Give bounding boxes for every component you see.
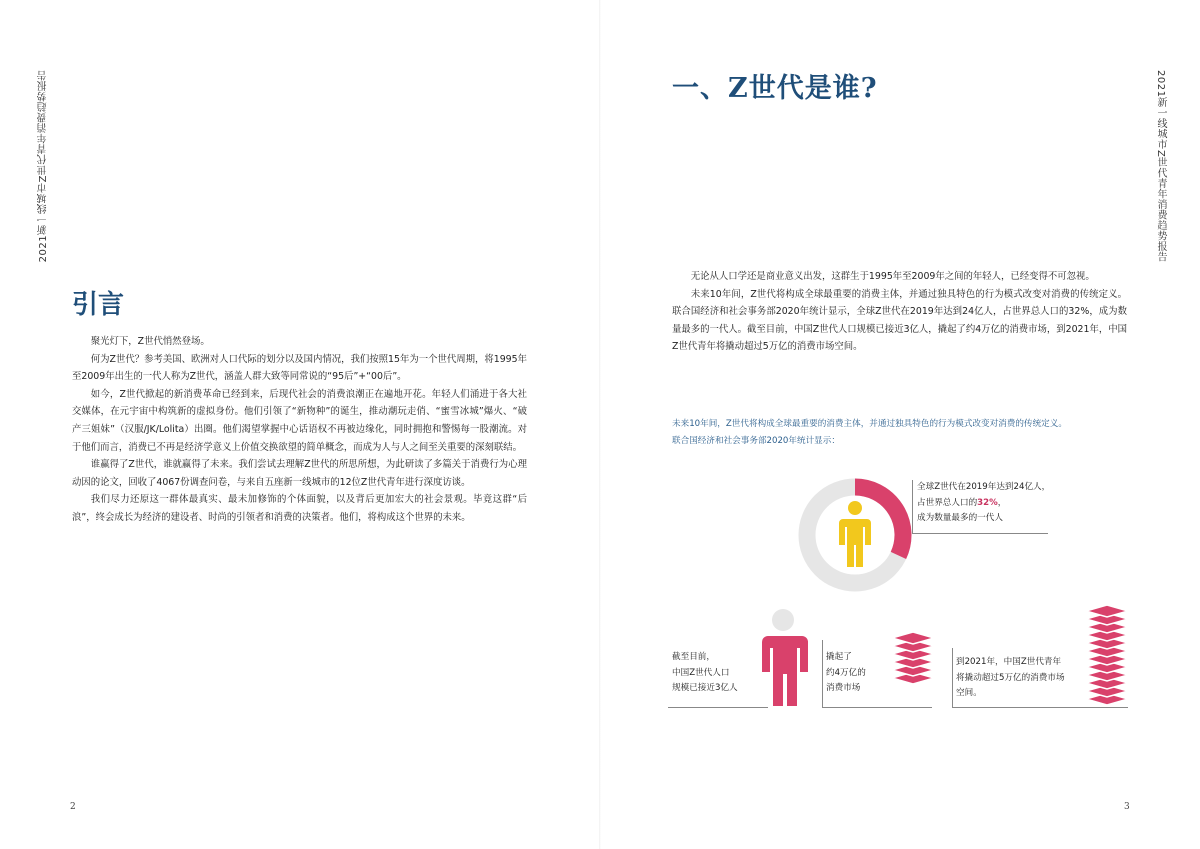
- intro-paragraph: 何为Z世代？参考美国、欧洲对人口代际的划分以及国内情况，我们按照15年为一个世代周期，将1995年至2009年出生的一代人称为Z世代，涵盖人群大致等同常说的“95后”+“00后”。: [72, 353, 527, 383]
- callout-rule: [822, 707, 932, 708]
- callout-line: 截至目前，: [672, 652, 715, 662]
- callout-rule: [952, 707, 1128, 708]
- right-page: [600, 0, 1200, 849]
- callout-line: 规模已接近3亿人: [672, 683, 738, 693]
- intro-paragraph: 我们尽力还原这一群体最真实、最未加修饰的个体面貌，以及背后更加宏大的社会景观。毕竟这群“后浪”，终会成长为经济的建设者、时尚的引领者和消费的决策者。他们，将构成这个世界的未来。: [72, 494, 527, 523]
- section-heading: 一、Z世代是谁?: [672, 73, 878, 104]
- callout-connector: [952, 648, 953, 707]
- callout-line: 撬起了: [826, 652, 852, 662]
- callout-connector: [822, 640, 823, 707]
- section-paragraph: 无论从人口学还是商业意义出发，这群生于1995年至2009年之间的年轻人，已经变得不可忽视。: [690, 271, 1095, 282]
- callout-line: 成为数量最多的一代人: [917, 513, 1003, 523]
- population-share-donut: [790, 470, 920, 600]
- person-icon-red: [752, 608, 814, 710]
- highlight-quote: [672, 416, 1142, 450]
- callout-market-now: [826, 650, 886, 697]
- market-stack-large-icon: [1084, 605, 1130, 709]
- callout-text: 占世界总人口的: [917, 497, 978, 508]
- section-body: [672, 268, 1127, 356]
- callout-rule: [912, 533, 1048, 534]
- callout-text: ，: [997, 497, 1007, 508]
- person-icon-yellow: [839, 501, 871, 567]
- callout-connector: [912, 480, 913, 533]
- highlight-line: 未来10年间，Z世代将构成全球最重要的消费主体，并通过独具特色的行为模式改变对消费的传统定义。: [672, 419, 1067, 429]
- callout-percent: 32%: [977, 497, 998, 508]
- intro-paragraph: 谁赢得了Z世代，谁就赢得了未来。我们尝试去理解Z世代的所思所想，为此研读了多篇关于消费行为心理动因的论文，回收了4067份调查问卷，与来自五座新一线城市的12位Z世代青年进行深度访谈。: [72, 459, 527, 488]
- running-title-right: 2021新一线城市Z世代青年消费趋势报告: [1155, 70, 1166, 263]
- page-number-left: 2: [70, 802, 76, 812]
- callout-line: [917, 496, 1067, 512]
- callout-line: 中国Z世代人口: [672, 667, 730, 678]
- section-paragraph: 未来10年间，Z世代将构成全球最重要的消费主体，并通过独具特色的行为模式改变对消费的传统定义。联合国经济和社会事务部2020年统计显示，全球Z世代在2019年达到24亿人，占世界总人口的32%，成为数量最多的一代人。截至目前，中国Z世代人口规模已接近3亿人，撬起了约4万亿的消费市场，到2021年，中国Z世代青年将撬动超过5万亿的消费市场空间。: [672, 288, 1127, 353]
- callout-line: 到2021年，中国Z世代青年: [956, 657, 1062, 667]
- page-number-right: 3: [1124, 802, 1130, 812]
- callout-line: 将撬动超过5万亿的消费市场: [956, 672, 1065, 683]
- callout-line: 空间。: [956, 688, 982, 698]
- callout-line: 消费市场: [826, 683, 861, 693]
- callout-global: [917, 480, 1067, 527]
- callout-china-population: [672, 650, 752, 697]
- running-title-left: 2021新一线城市Z世代青年消费趋势报告: [38, 70, 49, 263]
- callout-line: 约4万亿的: [826, 667, 866, 678]
- intro-heading: 引言: [72, 290, 125, 320]
- intro-paragraph: 聚光灯下，Z世代悄然登场。: [90, 336, 210, 347]
- intro-body: [72, 333, 527, 527]
- callout-market-2021: [956, 655, 1076, 702]
- callout-line: 全球Z世代在2019年达到24亿人，: [917, 482, 1051, 492]
- callout-rule: [668, 707, 768, 708]
- market-stack-small-icon: [890, 632, 936, 688]
- intro-paragraph: 如今，Z世代掀起的新消费革命已经到来，后现代社会的消费浪潮正在遍地开花。年轻人们涌进于各大社交媒体，在元宇宙中构筑新的虚拟身份。他们引领了“新物种”的诞生，推动潮玩走俏、“蜜雪冰城”爆火、“破产三姐妹”（汉服/JK/Lolita）出圈。他们渴望掌握中心话语权不再被边缘化，同时拥抱和警惕每一股潮流。对于他们而言，消费已不再是经济学意义上价值交换欲望的简单概念，而成为人与人之间至关重要的深刻联结。: [72, 388, 527, 453]
- highlight-line: 联合国经济和社会事务部2020年统计显示：: [672, 436, 840, 446]
